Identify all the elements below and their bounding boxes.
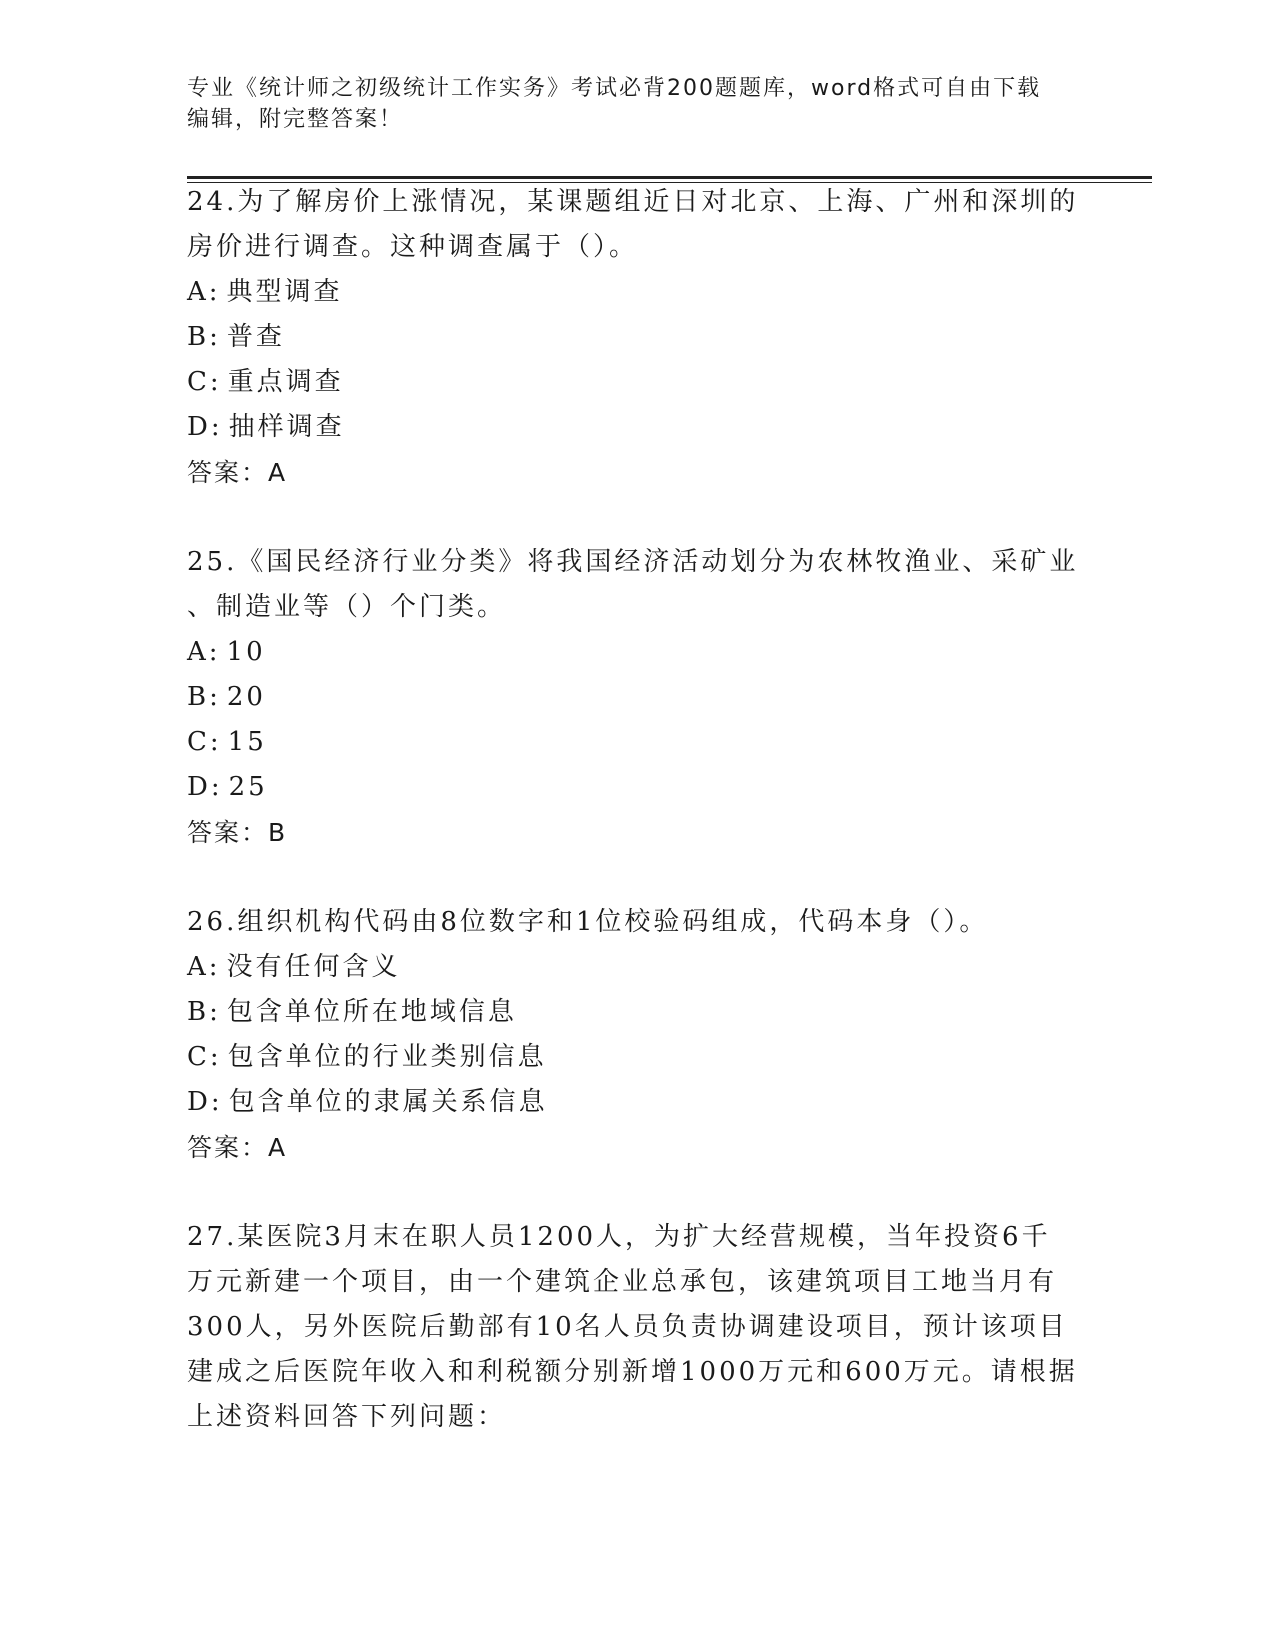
option-text: 普查: [226, 322, 285, 352]
option-a: [187, 945, 1087, 990]
option-label: A:: [187, 277, 221, 307]
question-26: [187, 900, 1087, 1170]
option-label: B:: [187, 682, 221, 712]
option-label: D:: [187, 772, 223, 802]
option-text: 典型调查: [226, 277, 343, 307]
option-text: 25: [228, 772, 268, 802]
question-stem-line: 上述资料回答下列问题：: [187, 1402, 507, 1432]
question-24: [187, 180, 1087, 495]
option-b: [187, 315, 1087, 360]
option-text: 抽样调查: [228, 412, 345, 442]
question-27: [187, 1215, 1087, 1440]
option-text: 没有任何含义: [226, 952, 401, 982]
question-stem-line: 万元新建一个项目，由一个建筑企业总承包，该建筑项目工地当月有: [187, 1267, 1058, 1297]
option-d: [187, 405, 1087, 450]
option-text: 包含单位所在地域信息: [226, 997, 517, 1027]
option-b: [187, 990, 1087, 1035]
answer-line: 答案：A: [187, 458, 288, 487]
question-stem-line: 27.某医院3月末在职人员1200人，为扩大经营规模，当年投资6千: [187, 1222, 1051, 1252]
option-text: 重点调查: [227, 367, 344, 397]
option-text: 20: [226, 682, 266, 712]
question-stem-line: 300人，另外医院后勤部有10名人员负责协调建设项目，预计该项目: [187, 1312, 1068, 1342]
document-header: [187, 73, 1067, 135]
header-line-2: 编辑，附完整答案！: [187, 107, 404, 132]
option-a: [187, 270, 1087, 315]
option-c: [187, 1035, 1087, 1080]
option-c: [187, 720, 1087, 765]
question-stem-line: 房价进行调查。这种调查属于（）。: [187, 232, 639, 262]
answer-line: 答案：A: [187, 1133, 288, 1162]
option-c: [187, 360, 1087, 405]
question-stem-line: 、制造业等（）个门类。: [187, 592, 507, 622]
option-label: D:: [187, 1087, 223, 1117]
option-d: [187, 765, 1087, 810]
question-25: [187, 540, 1087, 855]
question-stem-line: 26.组织机构代码由8位数字和1位校验码组成，代码本身（）。: [187, 907, 989, 937]
option-d: [187, 1080, 1087, 1125]
question-stem-line: 25.《国民经济行业分类》将我国经济活动划分为农林牧渔业、采矿业: [187, 547, 1079, 577]
question-stem-line: 24.为了解房价上涨情况，某课题组近日对北京、上海、广州和深圳的: [187, 187, 1079, 217]
option-a: [187, 630, 1087, 675]
option-label: B:: [187, 997, 221, 1027]
header-rule-thick: [187, 176, 1152, 179]
option-label: C:: [187, 727, 222, 757]
option-label: D:: [187, 412, 223, 442]
option-label: C:: [187, 367, 222, 397]
answer-line: 答案：B: [187, 818, 288, 847]
option-text: 10: [226, 637, 266, 667]
header-line-1: 专业《统计师之初级统计工作实务》考试必背200题题库，word格式可自由下载: [187, 76, 1042, 101]
option-label: B:: [187, 322, 221, 352]
option-text: 15: [227, 727, 267, 757]
option-text: 包含单位的行业类别信息: [227, 1042, 547, 1072]
option-label: C:: [187, 1042, 222, 1072]
question-stem-line: 建成之后医院年收入和利税额分别新增1000万元和600万元。请根据: [187, 1357, 1078, 1387]
option-text: 包含单位的隶属关系信息: [228, 1087, 548, 1117]
option-b: [187, 675, 1087, 720]
option-label: A:: [187, 952, 221, 982]
option-label: A:: [187, 637, 221, 667]
